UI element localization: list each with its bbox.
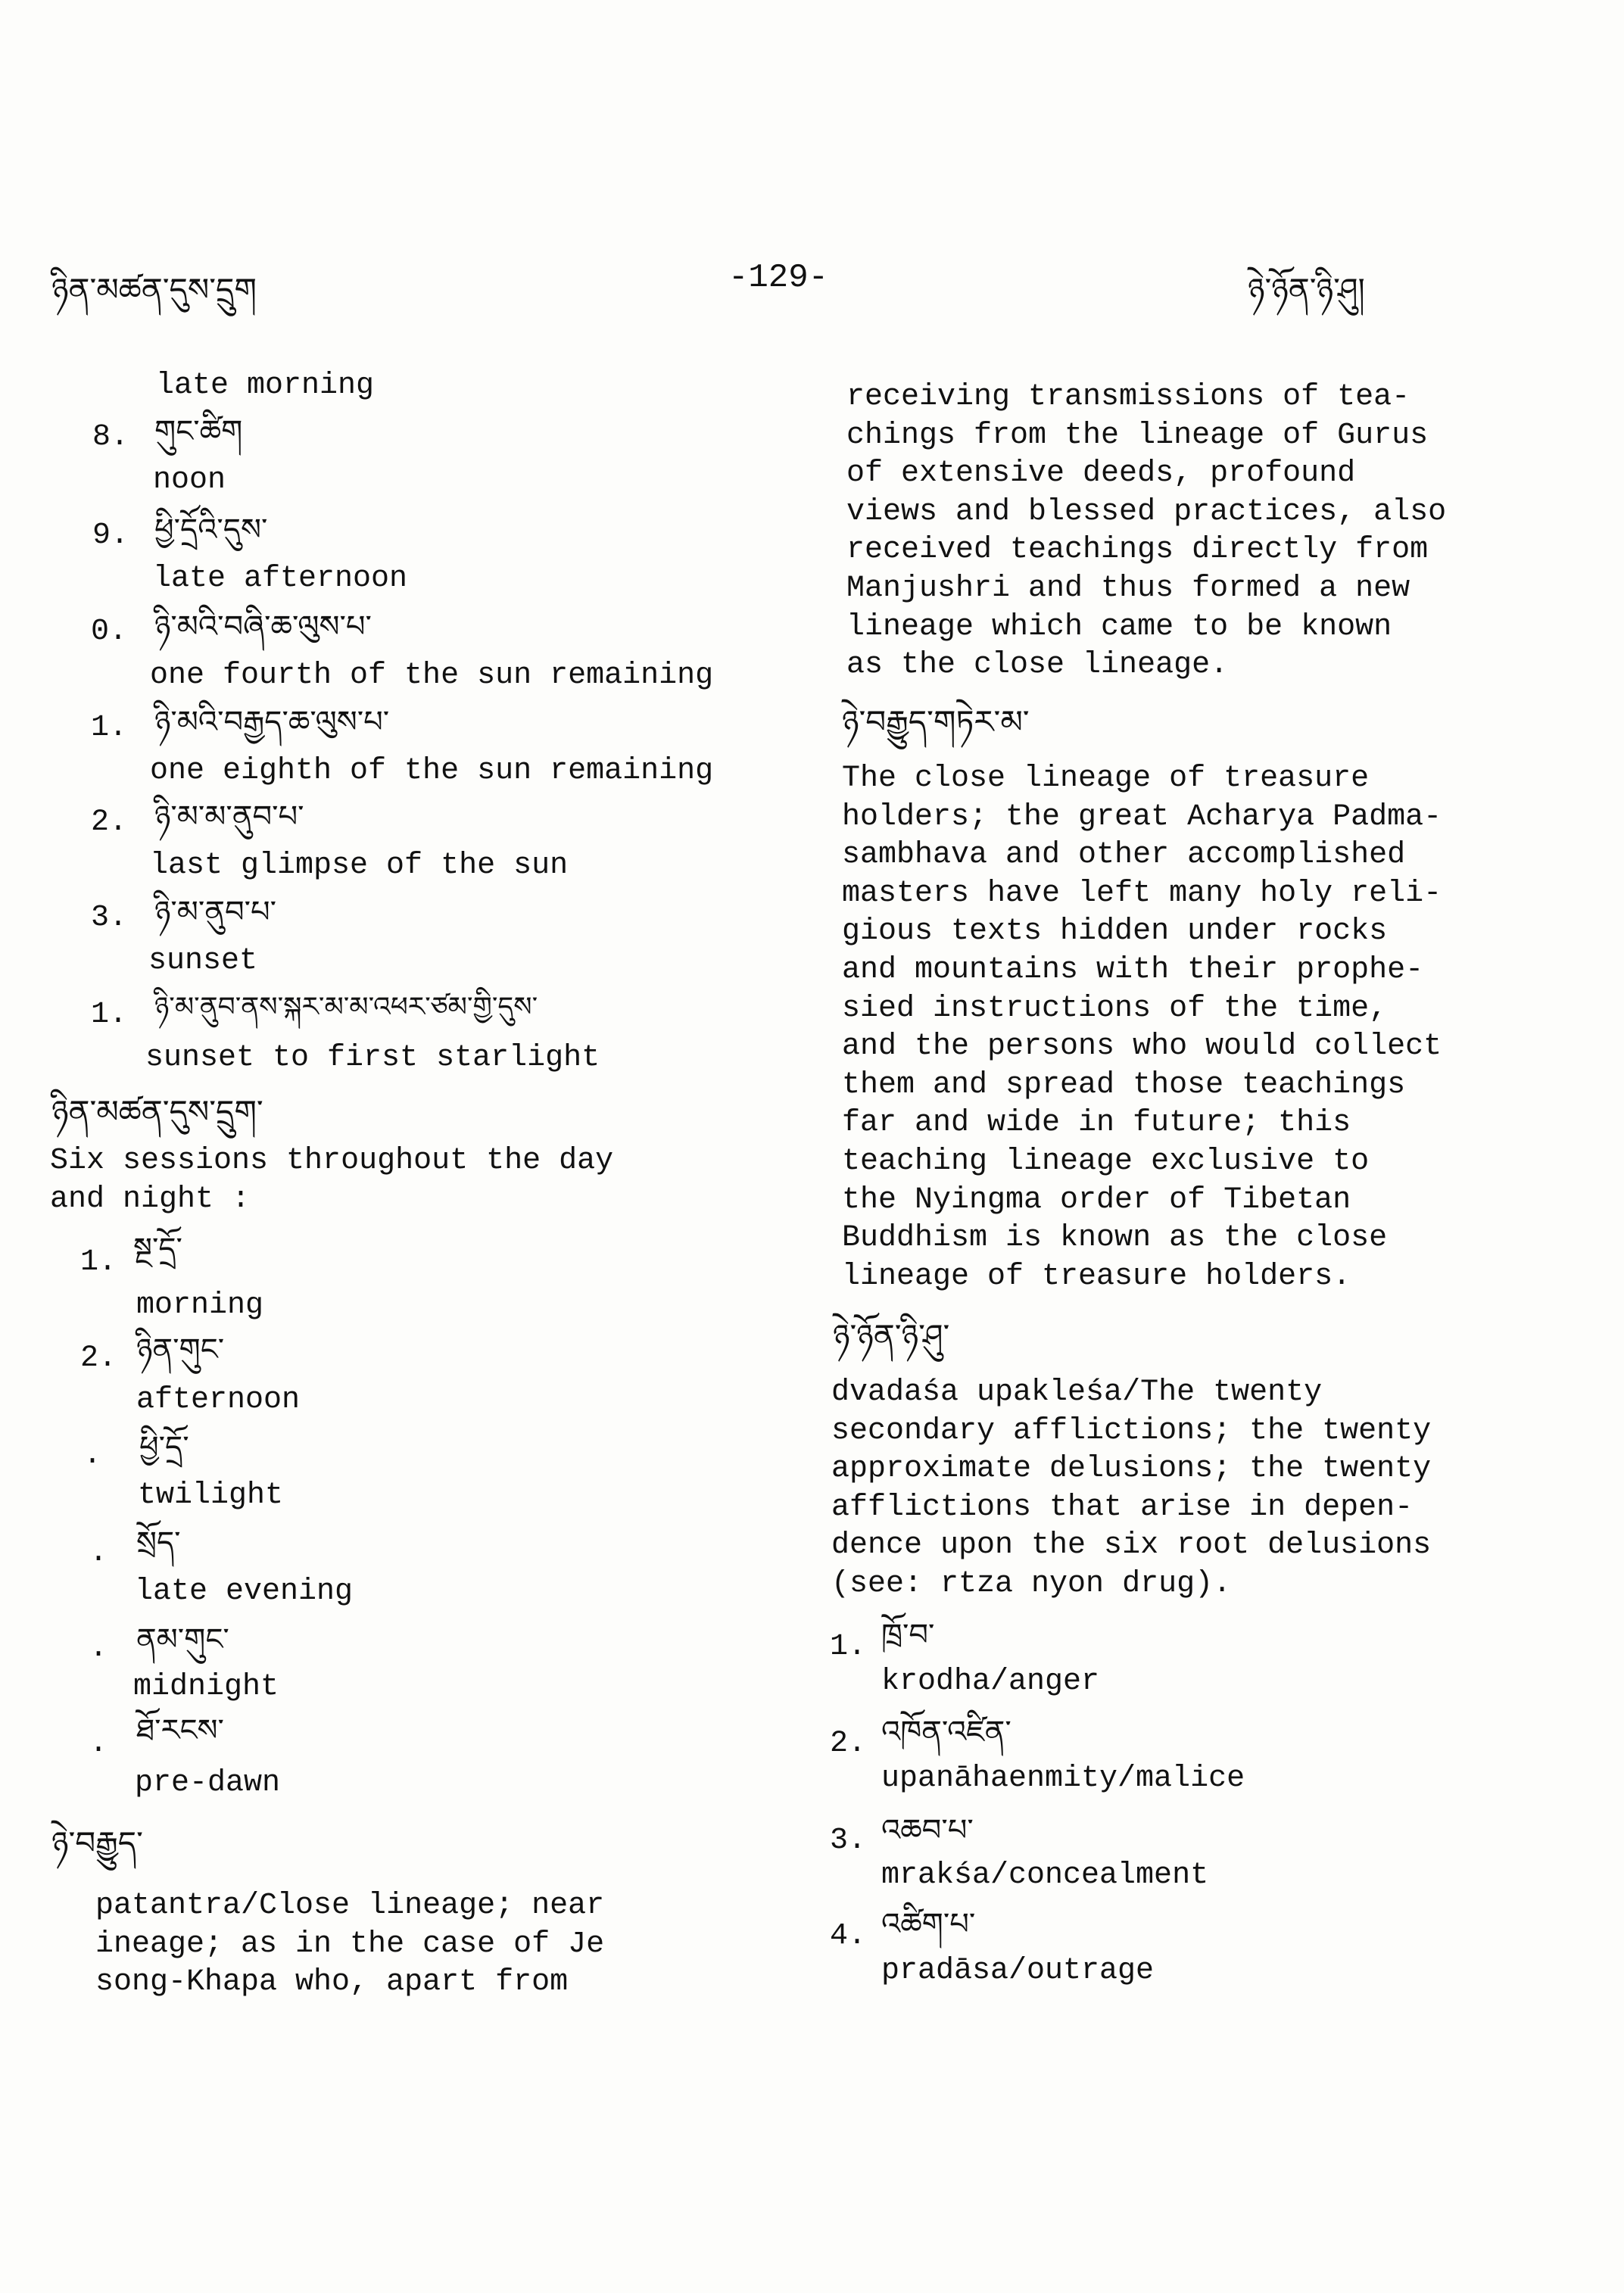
list-item-number: . [83,1438,102,1472]
list-item-term: ཉི་མའི་བརྒྱད་ཆ་ལུས་པ་ [154,705,390,740]
list-item-gloss: krodha/anger [881,1665,1100,1699]
list-item-number: 2. [80,1341,117,1375]
section-heading: ཉེ་ཉོན་ཉི་ཤུ་ [833,1317,950,1354]
list-item-number: 1. [830,1630,867,1664]
list-item-term: གུང་ཚིག [154,414,243,449]
list-item-gloss: midnight [133,1670,279,1704]
list-item-gloss: sunset [148,944,258,978]
list-item-number: 2. [830,1727,867,1761]
header-left-title: ཉིན་མཚན་དུས་དྲུག [51,271,257,308]
section-intro: Six sessions throughout the day and night : [50,1144,614,1217]
header-right-title: ཉེ་ཉོན་ཉི་ཤུ། [1248,271,1365,308]
list-item-gloss: pradāsa/outrage [881,1954,1155,1988]
list-item-gloss: sunset to first starlight [145,1041,600,1075]
list-item-term: སྔ་དྲོ་ [133,1232,182,1266]
list-item-term: ནམ་གུང་ [136,1622,229,1657]
list-item-number: 1. [91,998,128,1032]
list-item-term: སྲོད་ [136,1525,181,1560]
list-item-term: འཚིག་པ་ [881,1907,976,1942]
list-item-gloss: one eighth of the sun remaining [150,754,714,788]
list-item-gloss: last glimpse of the sun [150,849,569,883]
section-body: patantra/Close lineage; near ineage; as in the case of Je song-Khapa who, apart from [95,1889,605,2000]
section-body: The close lineage of treasure holders; the great Acharya Padma- sambhava and other accomplished masters have left many holy reli- gious texts hidden under rocks and mountains with their prophe- sied instructions of the time, and the persons who would collect them and spread those teachings far and wide in future; this teaching lineage exclusive to the Nyingma order of Tibetan Buddhism is known as the close lineage of treasure holders. [842,762,1442,1294]
list-item-gloss: upanāhaenmity/malice [881,1762,1245,1796]
list-item-gloss: twilight [138,1478,284,1513]
list-item-gloss: one fourth of the sun remaining [150,659,714,693]
list-item-gloss: pre-dawn [135,1766,281,1800]
list-item-term: ཕྱི་དྲོ་ [139,1430,189,1465]
list-item-number: 9. [92,519,129,553]
list-item-gloss: mrakśa/concealment [881,1858,1209,1893]
section-heading: ཉིན་མཚན་དུས་དྲུག་ [51,1093,263,1130]
list-item-number: 0. [91,615,128,649]
section-heading: ཉེ་བརྒྱུད་ [51,1824,143,1862]
list-item-term: ཉི་མའི་བཞི་ཆ་ལུས་པ་ [154,609,372,644]
list-item-gloss: afternoon [136,1383,301,1417]
list-item-term: ཕྱི་དྲོའི་དུས་ [154,512,268,547]
list-item-gloss: late evening [135,1575,354,1609]
list-item-number: 2. [91,805,128,840]
list-item-term: ཉིན་གུང་ [136,1332,225,1367]
list-item-number: 3. [830,1824,867,1858]
list-item-number: 1. [91,711,128,745]
list-item-term: ཁྲོ་བ་ [881,1618,935,1653]
list-item-term: འཆབ་པ་ [881,1813,974,1848]
list-item-number: 1. [80,1245,117,1279]
section-heading: ཉེ་བརྒྱུད་གཏེར་མ་ [842,703,1030,740]
list-item-gloss: late morning [156,369,375,403]
list-item-term: ཉི་མ་ནུབ་ནས་སྐར་མ་མ་འཕར་ཙམ་གྱི་དུས་ [154,992,538,1023]
page-number: -129- [728,259,829,297]
list-item-number: 8. [92,420,129,454]
list-item-number: . [89,1727,108,1761]
list-item-term: ཉི་མ་མ་ནུབ་པ་ [154,799,304,834]
list-item-gloss: noon [153,463,226,497]
section-body: dvadaśa upakleśa/The twenty secondary afflictions; the twenty approximate delusions; the twenty afflictions that arise in depen- dence upon the six root delusions (see: rtza nyon drug). [831,1375,1432,1601]
list-item-number: . [89,1536,108,1570]
list-item-number: . [89,1631,108,1665]
section-body-continued: receiving transmissions of tea- chings from the lineage of Gurus of extensive deeds, profound views and blessed practices, also received teachings directly from Manjushri and thus formed a new lineage which came to be known as the close lineage. [846,380,1447,683]
list-item-term: འཁོན་འཛིན་ [881,1715,1011,1749]
list-item-term: ཐོ་རངས་ [136,1713,224,1748]
list-item-gloss: late afternoon [153,562,408,596]
list-item-number: 4. [830,1919,867,1953]
list-item-gloss: morning [136,1288,264,1323]
list-item-term: ཉི་མ་ནུབ་པ་ [154,895,277,930]
list-item-number: 3. [91,901,128,935]
